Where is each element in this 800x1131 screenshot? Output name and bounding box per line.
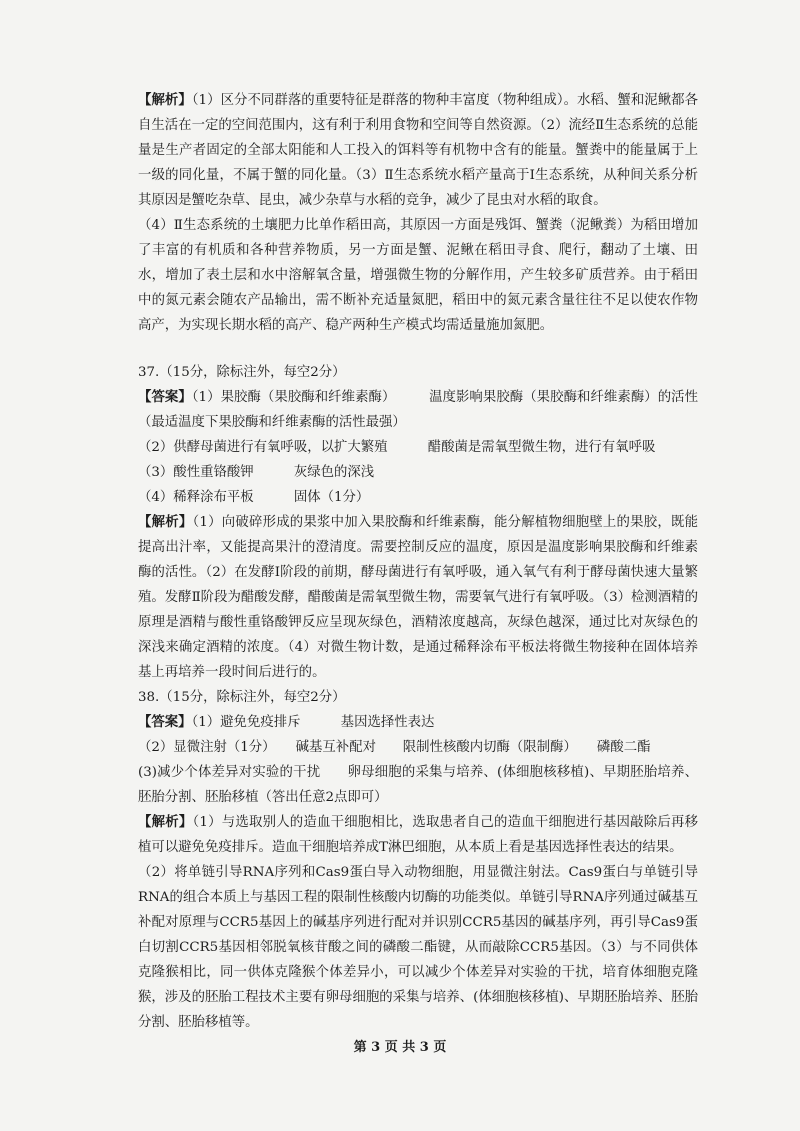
analysis-paragraph: （2）将单链引导RNA序列和Cas9蛋白导入动物细胞，用显微注射法。Cas9蛋白与单链引导RNA的组合本质上与基因工程的限制性核酸内切酶的功能类似。单链引导RNA序列通过碱基互补配对原理与CCR5基因上的碱基序列进行配对并识别CCR5基因的碱基序列，再引导Cas9蛋白切割CCR5基因相邻脱氧核苷酸之间的磷酸二酯键，从而敲除CCR5基因。（3）与不同供体克隆猴相比，同一供体克隆猴个体差异小，可以减少个体差异对实验的干扰，培育体细胞克隆猴，涉及的胚胎工程技术主要有卵母细胞的采集与培养、(体细胞核移植)、早期胚胎培养、胚胎分割、胚胎移植等。 xyxy=(138,865,698,1030)
analysis-paragraph: （4）Ⅱ生态系统的土壤肥力比单作稻田高，其原因一方面是残饵、蟹粪（泥鳅粪）为稻田增加了丰富的有机质和各种营养物质，另一方面是蟹、泥鳅在稻田寻食、爬行，翻动了土壤、田水，增加了表土层和水中溶解氧含量，增强微生物的分解作用，产生较多矿质营养。由于稻田中的氮元素会随农产品输出，需不断补充适量氮肥，稻田中的氮元素含量往往不足以使农作物高产，为实现长期水稻的高产、稳产两种生产模式均需适量施加氮肥。 xyxy=(138,218,698,333)
analysis-tag: 【解析】 xyxy=(138,92,192,108)
analysis-tag: 【解析】 xyxy=(138,514,193,530)
analysis-paragraph xyxy=(138,88,698,213)
answer-text: （1）果胶酶（果胶酶和纤维素酶） 温度影响果胶酶（果胶酶和纤维素酶）的活性（最适温度下果胶酶和纤维素酶的活性最强） xyxy=(138,390,699,430)
answer-tag: 【答案】 xyxy=(138,714,192,730)
answer-line xyxy=(138,710,698,735)
analysis-tag: 【解析】 xyxy=(138,814,193,830)
answer-line: （4）稀释涂布平板 固体（1分） xyxy=(138,490,370,505)
section-gap xyxy=(138,338,698,360)
question-37-header: 37.（15分，除标注外，每空2分） xyxy=(138,365,346,380)
question-38-header: 38.（15分，除标注外，每空2分） xyxy=(138,690,346,705)
answer-line xyxy=(138,385,698,435)
page-number: 第 3 页 共 3 页 xyxy=(353,1040,447,1055)
document-body xyxy=(138,88,698,1035)
answer-line: （3）酸性重铬酸钾 灰绿色的深浅 xyxy=(138,465,375,480)
analysis-text: （1）向破碎形成的果浆中加入果胶酶和纤维素酶，能分解植物细胞壁上的果胶，既能提高出汁率，又能提高果汁的澄清度。需要控制反应的温度，原因是温度影响果胶酶和纤维素酶的活性。（2）在发酵Ⅰ阶段的前期，酵母菌进行有氧呼吸，通入氧气有利于酵母菌快速大量繁殖。发酵Ⅱ阶段为醋酸发酵，醋酸菌是需氧型微生物，需要氧气进行有氧呼吸。（3）检测酒精的原理是酒精与酸性重铬酸钾反应呈现灰绿色，酒精浓度越高，灰绿色越深，通过比对灰绿色的深浅来确定酒精的浓度。（4）对微生物计数，是通过稀释涂布平板法将微生物接种在固体培养基上再培养一段时间后进行的。 xyxy=(138,515,699,680)
answer-line: （2）显微注射（1分） 碱基互补配对 限制性核酸内切酶（限制酶） 磷酸二酯 xyxy=(138,740,651,755)
answer-text: （1）避免免疫排斥 基因选择性表达 xyxy=(191,715,435,730)
analysis-text: （1）区分不同群落的重要特征是群落的物种丰富度（物种组成）。水稻、蟹和泥鳅都各自生活在一定的空间范围内，这有利于利用食物和空间等自然资源。（2）流经Ⅱ生态系统的总能量是生产者固定的全部太阳能和人工投入的饵料等有机物中含有的能量。蟹粪中的能量属于上一级的同化量，不属于蟹的同化量。（3）Ⅱ生态系统水稻产量高于Ⅰ生态系统，从种间关系分析其原因是蟹吃杂草、昆虫，减少杂草与水稻的竞争，减少了昆虫对水稻的取食。 xyxy=(138,93,699,208)
answer-line: （2）供酵母菌进行有氧呼吸，以扩大繁殖 醋酸菌是需氧型微生物，进行有氧呼吸 xyxy=(138,440,656,455)
analysis-paragraph xyxy=(138,810,698,860)
answer-line: (3)减少个体差异对实验的干扰 卵母细胞的采集与培养、(体细胞核移植)、早期胚胎培养、胚胎分割、胚胎移植（答出任意2点即可） xyxy=(138,765,698,805)
analysis-text: （1）与选取别人的造血干细胞相比，选取患者自己的造血干细胞进行基因敲除后再移植可以避免免疫排斥。造血干细胞培养成T淋巴细胞，从本质上看是基因选择性表达的结果。 xyxy=(138,815,699,855)
analysis-paragraph xyxy=(138,510,698,685)
answer-tag: 【答案】 xyxy=(138,389,192,405)
